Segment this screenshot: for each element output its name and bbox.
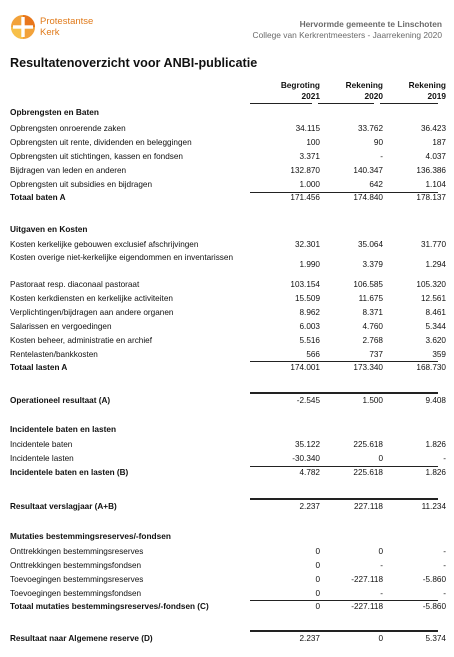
value-rekening-2019: 1.294 [425,260,446,269]
value-rekening-2019: 359 [432,350,446,359]
value-begroting-2021: 2.237 [299,634,320,643]
value-begroting-2021: 0 [315,602,320,611]
value-begroting-2021: 34.115 [295,124,320,133]
column-header-line1: Rekening [345,80,383,90]
value-begroting-2021: 100 [306,138,320,147]
value-begroting-2021: 566 [306,350,320,359]
logo-line-2: Kerk [40,27,60,38]
value-rekening-2019: 31.770 [420,240,446,249]
value-rekening-2020: 173.340 [353,363,383,372]
header-org-info [253,19,442,41]
row-label: Opbrengsten uit stichtingen, kassen en fondsen [10,152,183,161]
column-header-rekening-2019 [386,80,446,102]
value-begroting-2021: 0 [315,561,320,570]
value-rekening-2019: 136.386 [416,166,446,175]
row-label: Onttrekkingen bestemmingsfondsen [10,561,142,570]
subtotal-rule [250,600,438,601]
value-rekening-2020: 642 [369,180,383,189]
value-begroting-2021: 171.456 [290,193,320,202]
value-rekening-2020: 225.618 [353,440,383,449]
value-begroting-2021: 35.122 [294,440,320,449]
row-label: Totaal mutaties bestemmingsreserves/-fondsen (C) [10,602,209,611]
result-rule [250,630,438,632]
row-label-wrapped: Kosten overige niet-kerkelijke eigendommen en inventarissen [10,253,234,262]
value-rekening-2019: 5.344 [425,322,446,331]
section-heading-mutaties: Mutaties bestemmingsreserves/-fondsen [10,531,171,541]
value-rekening-2019: 168.730 [416,363,446,372]
value-rekening-2019: 3.620 [425,336,446,345]
column-divider [380,103,438,104]
section-heading-opbrengsten: Opbrengsten en Baten [10,107,99,117]
value-rekening-2019: - [443,454,446,463]
value-rekening-2020: 33.762 [357,124,383,133]
value-rekening-2019: -5.860 [422,575,446,584]
column-divider [250,103,312,104]
value-rekening-2019: 4.037 [425,152,446,161]
logo-wordmark [40,16,93,38]
row-label: Kosten beheer, administratie en archief [10,336,153,345]
value-rekening-2019: - [443,561,446,570]
value-rekening-2019: 8.461 [425,308,446,317]
row-label: Verplichtingen/bijdragen aan andere organen [10,308,174,317]
value-begroting-2021: -2.545 [296,396,320,405]
row-label: Opbrengsten uit rente, dividenden en beleggingen [10,138,192,147]
row-label: Kosten kerkdiensten en kerkelijke activiteiten [10,294,173,303]
value-rekening-2020: 227.118 [354,502,383,511]
column-header-begroting-2021 [260,80,320,102]
value-rekening-2020: 4.760 [362,322,383,331]
column-header-line2: 2019 [427,91,446,101]
value-begroting-2021: 6.003 [299,322,320,331]
value-begroting-2021: 15.509 [294,294,320,303]
column-header-line2: 2021 [301,91,320,101]
section-heading-uitgaven: Uitgaven en Kosten [10,224,88,234]
value-rekening-2020: - [380,152,383,161]
value-rekening-2020: 11.675 [358,294,383,303]
value-rekening-2020: 8.371 [362,308,383,317]
row-label: Opbrengsten uit subsidies en bijdragen [10,180,153,189]
result-rule [250,392,438,394]
value-rekening-2019: 178.137 [416,193,446,202]
row-label: Incidentele baten en lasten (B) [10,468,129,477]
value-begroting-2021: 8.962 [299,308,320,317]
value-rekening-2019: 1.826 [425,440,446,449]
row-label: Operationeel resultaat (A) [10,396,111,405]
value-begroting-2021: 132.870 [290,166,320,175]
value-begroting-2021: 1.000 [299,180,320,189]
page-title: Resultatenoverzicht voor ANBI-publicatie [10,56,258,70]
page-header [0,0,454,50]
value-rekening-2020: -227.118 [351,602,383,611]
value-rekening-2020: 174.840 [353,193,383,202]
value-rekening-2019: 187 [432,138,446,147]
value-rekening-2020: - [380,589,383,598]
row-label: Toevoegingen bestemmingsfondsen [10,589,142,598]
subtotal-rule [250,466,438,467]
row-label: Salarissen en vergoedingen [10,322,112,331]
column-header-line1: Begroting [280,80,320,90]
row-label: Bijdragen van leden en anderen [10,166,127,175]
value-begroting-2021: 103.154 [290,280,320,289]
row-label: Rentelasten/bankkosten [10,350,98,359]
value-rekening-2019: 105.320 [416,280,446,289]
value-rekening-2020: - [380,561,383,570]
column-header-line1: Rekening [408,80,446,90]
row-label: Incidentele lasten [10,454,74,463]
value-rekening-2020: -227.118 [351,575,383,584]
value-rekening-2019: - [443,589,446,598]
value-rekening-2020: 1.500 [362,396,383,405]
value-rekening-2019: 1.826 [425,468,446,477]
value-rekening-2020: 140.347 [353,166,383,175]
row-label: Onttrekkingen bestemmingsreserves [10,547,144,556]
row-label: Incidentele baten [10,440,73,449]
value-rekening-2019: 11.234 [421,502,446,511]
section-heading-incidenteel: Incidentele baten en lasten [10,424,117,434]
value-begroting-2021: 174.001 [290,363,320,372]
value-begroting-2021: 0 [315,547,320,556]
value-rekening-2019: 9.408 [425,396,446,405]
row-label: Resultaat naar Algemene reserve (D) [10,634,153,643]
value-begroting-2021: 0 [315,575,320,584]
protestantse-kerk-logo-icon [10,14,36,40]
value-begroting-2021: 3.371 [299,152,320,161]
row-label: Kosten kerkelijke gebouwen exclusief afschrijvingen [10,240,199,249]
value-rekening-2020: 0 [378,634,383,643]
row-label: Pastoraat resp. diaconaal pastoraat [10,280,140,289]
value-rekening-2020: 3.379 [362,260,383,269]
column-header-line2: 2020 [364,91,383,101]
value-begroting-2021: -30.340 [292,454,320,463]
value-rekening-2020: 0 [378,454,383,463]
value-rekening-2020: 0 [378,547,383,556]
value-begroting-2021: 1.990 [299,260,320,269]
value-rekening-2019: 1.104 [425,180,446,189]
row-label: Toevoegingen bestemmingsreserves [10,575,144,584]
value-rekening-2020: 35.064 [357,240,383,249]
value-rekening-2019: 5.374 [425,634,446,643]
value-begroting-2021: 2.237 [299,502,320,511]
row-label: Totaal baten A [10,193,66,202]
value-rekening-2020: 737 [369,350,383,359]
value-begroting-2021: 32.301 [294,240,320,249]
report-subtitle: College van Kerkrentmeesters - Jaarrekening 2020 [252,30,442,40]
subtotal-rule [250,361,438,362]
result-rule [250,498,438,500]
row-label: Resultaat verslagjaar (A+B) [10,502,117,511]
logo-line-1: Protestantse [40,16,94,27]
value-rekening-2019: 36.423 [420,124,446,133]
column-header-rekening-2020 [323,80,383,102]
value-rekening-2019: -5.860 [422,602,446,611]
value-begroting-2021: 0 [315,589,320,598]
column-divider [318,103,374,104]
value-rekening-2019: 12.561 [420,294,446,303]
value-rekening-2020: 2.768 [362,336,383,345]
value-begroting-2021: 4.782 [299,468,320,477]
value-rekening-2020: 90 [373,138,383,147]
org-name: Hervormde gemeente te Linschoten [299,19,442,29]
value-rekening-2020: 106.585 [353,280,383,289]
row-label: Totaal lasten A [10,363,68,372]
value-rekening-2019: - [443,547,446,556]
row-label: Opbrengsten onroerende zaken [10,124,126,133]
value-begroting-2021: 5.516 [299,336,320,345]
value-rekening-2020: 225.618 [353,468,383,477]
